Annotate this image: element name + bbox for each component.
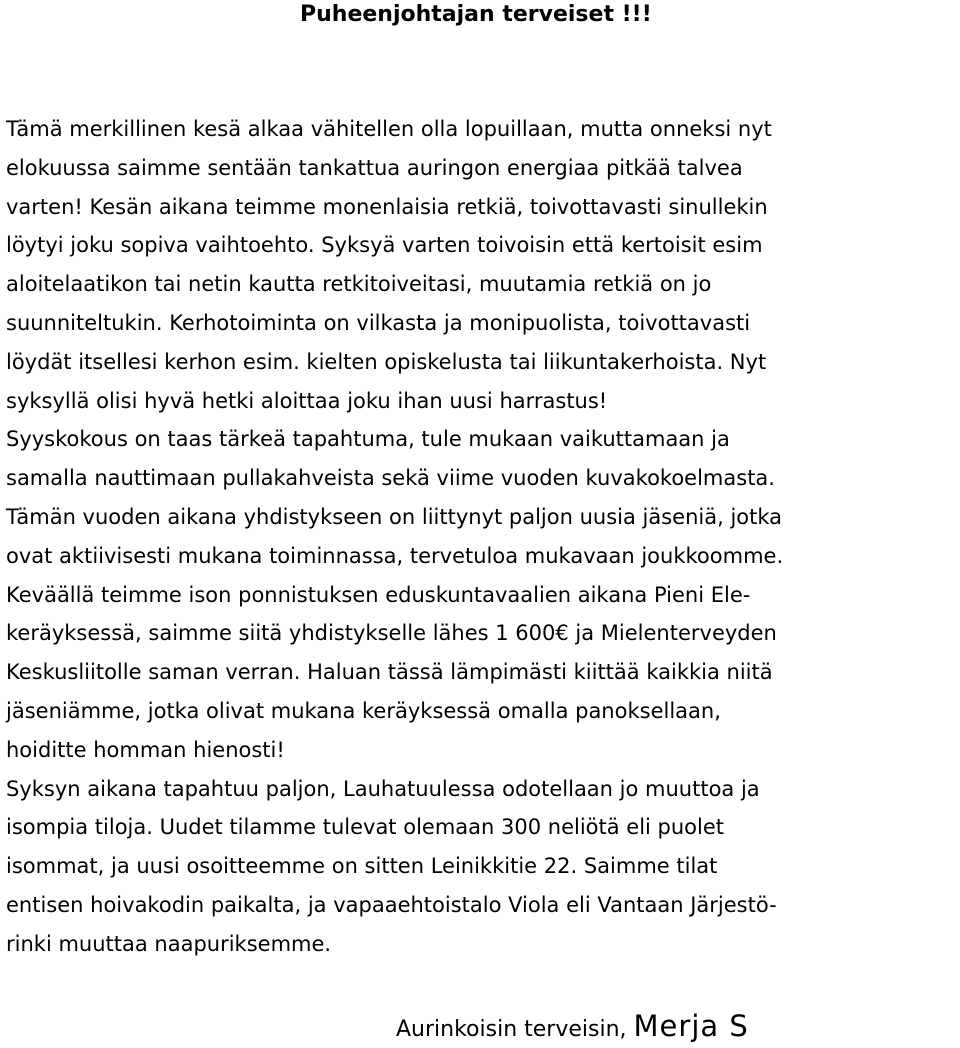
text-line: Tämä merkillinen kesä alkaa vähitellen olla lopuillaan, mutta onneksi nyt: [6, 117, 772, 141]
text-line: Syyskokous on taas tärkeä tapahtuma, tule mukaan vaikuttamaan ja: [6, 427, 730, 452]
text-line: hoiditte homman hienosti!: [6, 737, 285, 762]
text-line: samalla nauttimaan pullakahveista sekä viime vuoden kuvakokoelmasta.: [6, 466, 775, 491]
text-line: suunniteltukin. Kerhotoiminta on vilkasta ja monipuolista, toivottavasti: [6, 310, 751, 335]
text-line: syksyllä olisi hyvä hetki aloittaa joku ihan uusi harrastus!: [6, 388, 608, 413]
signature-name: Merja S: [633, 1009, 749, 1043]
text-line: rinki muuttaa naapuriksemme.: [6, 931, 332, 956]
text-line: jäseniämme, jotka olivat mukana keräyksessä omalla panoksellaan,: [6, 698, 721, 723]
text-line: löytyi joku sopiva vaihtoehto. Syksyä varten toivoisin että kertoisit esim: [6, 233, 763, 258]
text-line: aloitelaatikon tai netin kautta retkitoiveitasi, muutamia retkiä on jo: [6, 272, 712, 297]
text-line: Syksyn aikana tapahtuu paljon, Lauhatuulessa odotellaan jo muuttoa ja: [6, 776, 760, 801]
text-line: entisen hoivakodin paikalta, ja vapaaehtoistalo Viola eli Vantaan Järjestö-: [6, 892, 777, 917]
text-line: ovat aktiivisesti mukana toiminnassa, tervetuloa mukavaan joukkoomme.: [6, 543, 784, 568]
text-line: varten! Kesän aikana teimme monenlaisia retkiä, toivottavasti sinullekin: [6, 194, 768, 219]
closing-text: Aurinkoisin terveisin,: [396, 1017, 627, 1042]
text-line: Keväällä teimme ison ponnistuksen eduskuntavaalien aikana Pieni Ele-: [6, 582, 751, 607]
text-line: Tämän vuoden aikana yhdistykseen on liittynyt paljon uusia jäseniä, jotka: [6, 504, 783, 529]
body-text: [6, 110, 956, 964]
signature-block: [396, 1008, 749, 1048]
text-line: isommat, ja uusi osoitteemme on sitten Leinikkitie 22. Saimme tilat: [6, 854, 718, 879]
text-line: keräyksessä, saimme siitä yhdistykselle lähes 1 600€ ja Mielenterveyden: [6, 621, 777, 646]
text-line: Keskusliitolle saman verran. Haluan tässä lämpimästi kiittää kaikkia niitä: [6, 660, 773, 685]
text-line: isompia tiloja. Uudet tilamme tulevat olemaan 300 neliötä eli puolet: [6, 815, 725, 840]
page-title: Puheenjohtajan terveiset !!!: [300, 2, 652, 27]
text-line: elokuussa saimme sentään tankattua auringon energiaa pitkää talvea: [6, 155, 743, 180]
text-line: löydät itsellesi kerhon esim. kielten opiskelusta tai liikuntakerhoista. Nyt: [6, 349, 767, 374]
